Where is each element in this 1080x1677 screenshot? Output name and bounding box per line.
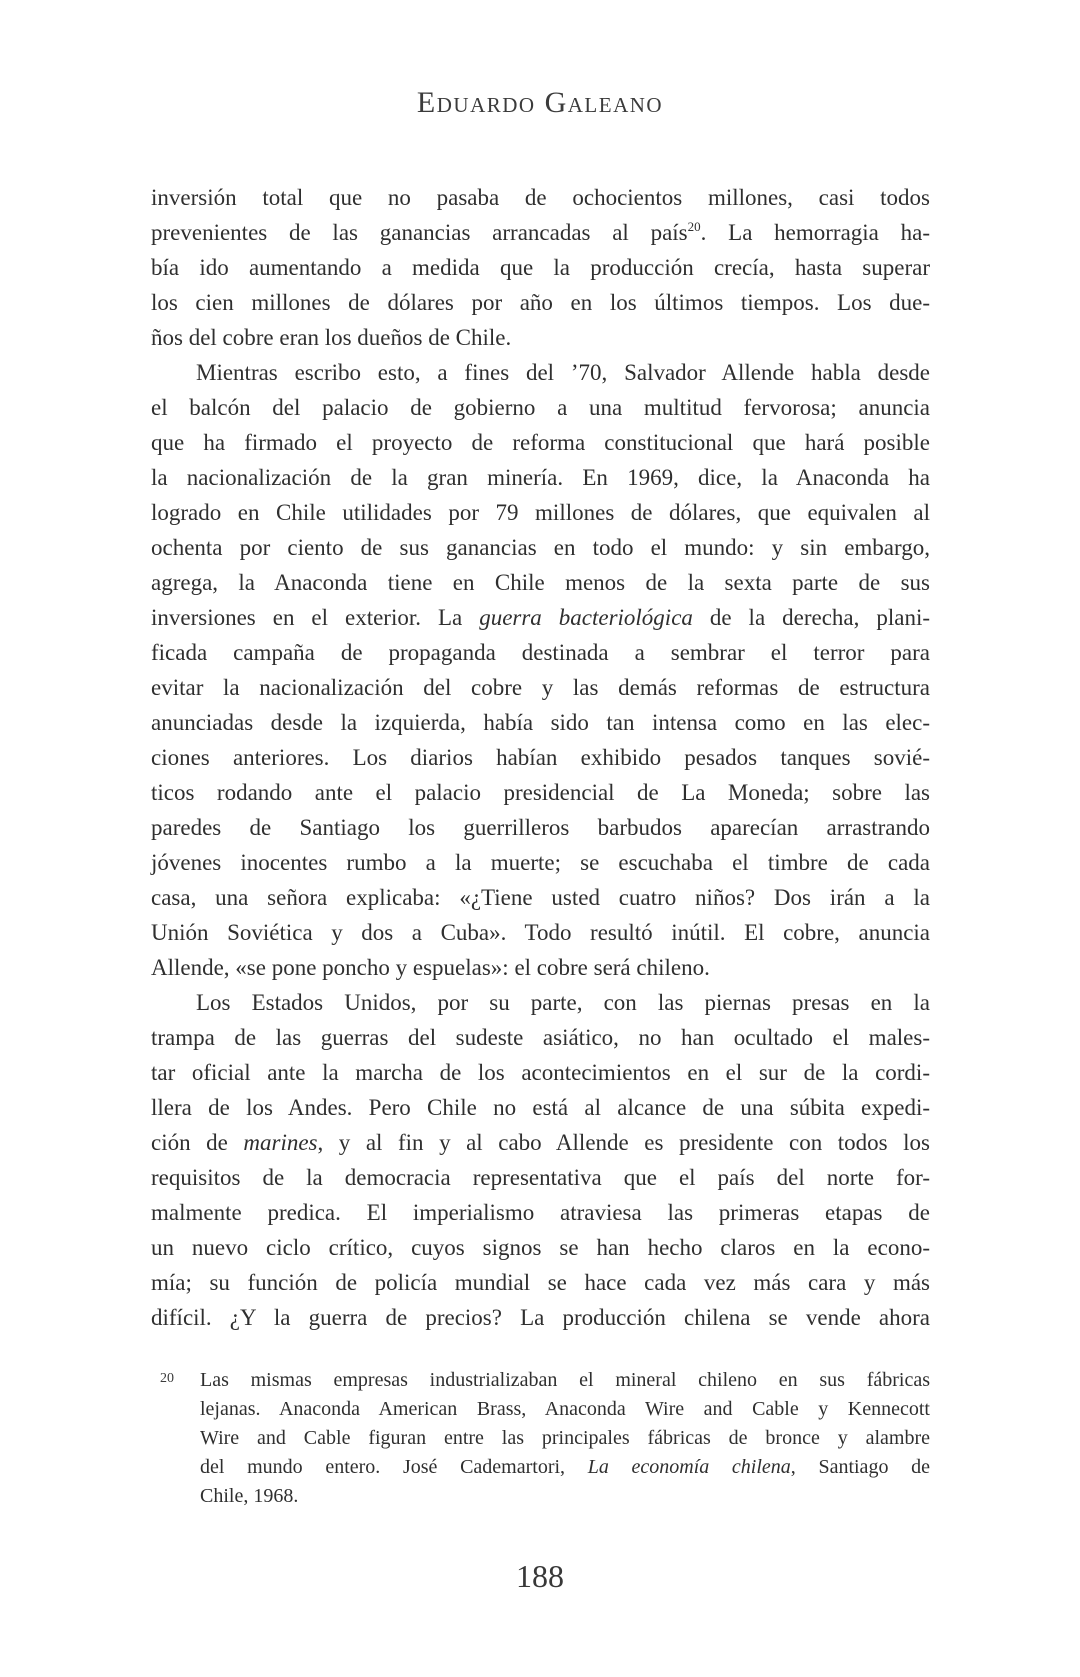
text-line: requisitos de la democracia representativa que el país del norte for- <box>151 1165 930 1190</box>
text-line: ños del cobre eran los dueños de Chile. <box>151 325 512 350</box>
body-text <box>151 180 930 1335</box>
page-number: 188 <box>516 1558 564 1594</box>
text-line: Chile, 1968. <box>200 1485 299 1507</box>
text-line: los cien millones de dólares por año en los últimos tiempos. Los due- <box>151 290 930 315</box>
footnote <box>160 1366 930 1511</box>
text-line: paredes de Santiago los guerrilleros barbudos aparecían arrastrando <box>151 815 930 840</box>
text-line: trampa de las guerras del sudeste asiático, no han ocultado el males- <box>151 1025 930 1050</box>
footnote-marker: 20 <box>160 1371 174 1386</box>
text-line: ción de marines, y al fin y al cabo Allende es presidente con todos los <box>151 1130 930 1155</box>
text-line: Las mismas empresas industrializaban el mineral chileno en sus fábricas <box>200 1369 930 1391</box>
text-line: inversión total que no pasaba de ochocientos millones, casi todos <box>151 185 930 210</box>
paragraph <box>151 180 930 355</box>
text-line: ochenta por ciento de sus ganancias en todo el mundo: y sin embargo, <box>151 535 930 560</box>
text-line: ticos rodando ante el palacio presidencial de La Moneda; sobre las <box>151 780 930 805</box>
text-line: anunciadas desde la izquierda, había sido tan intensa como en las elec- <box>151 710 930 735</box>
text-line: prevenientes de las ganancias arrancadas al país$^{20}$. La hemorragia ha- <box>151 219 930 245</box>
text-line: el balcón del palacio de gobierno a una multitud fervorosa; anuncia <box>151 395 930 420</box>
text-line: lejanas. Anaconda American Brass, Anaconda Wire and Cable y Kennecott <box>200 1398 930 1420</box>
text-line: evitar la nacionalización del cobre y las demás reformas de estructura <box>151 675 930 700</box>
text-line: ficada campaña de propaganda destinada a sembrar el terror para <box>151 640 930 665</box>
text-line: difícil. ¿Y la guerra de precios? La producción chilena se vende ahora <box>151 1305 930 1330</box>
text-line: tar oficial ante la marcha de los acontecimientos en el sur de la cordi- <box>151 1060 930 1085</box>
text-line: logrado en Chile utilidades por 79 millones de dólares, que equivalen al <box>151 500 930 525</box>
text-line: bía ido aumentando a medida que la producción crecía, hasta superar <box>151 255 930 280</box>
text-line: jóvenes inocentes rumbo a la muerte; se escuchaba el timbre de cada <box>151 850 930 875</box>
text-line: Mientras escribo esto, a fines del ’70, Salvador Allende habla desde <box>196 360 930 385</box>
text-line: que ha firmado el proyecto de reforma constitucional que hará posible <box>151 430 930 455</box>
text-line: ciones anteriores. Los diarios habían exhibido pesados tanques sovié- <box>151 745 930 770</box>
text-line: del mundo entero. José Cademartori, La economía chilena, Santiago de <box>200 1456 930 1478</box>
text-line: un nuevo ciclo crítico, cuyos signos se han hecho claros en la econo- <box>151 1235 930 1260</box>
text-line: Unión Soviética y dos a Cuba». Todo resultó inútil. El cobre, anuncia <box>151 920 930 945</box>
text-line: casa, una señora explicaba: «¿Tiene usted cuatro niños? Dos irán a la <box>151 885 930 910</box>
running-header: Eduardo Galeano <box>416 86 664 119</box>
paragraph <box>151 985 930 1335</box>
text-line: la nacionalización de la gran minería. En 1969, dice, la Anaconda ha <box>151 465 930 490</box>
text-line: inversiones en el exterior. La guerra bacteriológica de la derecha, plani- <box>151 605 930 630</box>
text-line: llera de los Andes. Pero Chile no está al alcance de una súbita expedi- <box>151 1095 930 1120</box>
text-line: agrega, la Anaconda tiene en Chile menos de la sexta parte de sus <box>151 570 930 595</box>
text-line: mía; su función de policía mundial se hace cada vez más cara y más <box>151 1270 930 1295</box>
footnote-text <box>200 1366 930 1511</box>
text-line: Los Estados Unidos, por su parte, con las piernas presas en la <box>196 990 930 1015</box>
text-line: malmente predica. El imperialismo atraviesa las primeras etapas de <box>151 1200 930 1225</box>
text-line: Wire and Cable figuran entre las principales fábricas de bronce y alambre <box>200 1427 930 1449</box>
paragraph <box>151 355 930 985</box>
text-line: Allende, «se pone poncho y espuelas»: el cobre será chileno. <box>151 955 710 980</box>
